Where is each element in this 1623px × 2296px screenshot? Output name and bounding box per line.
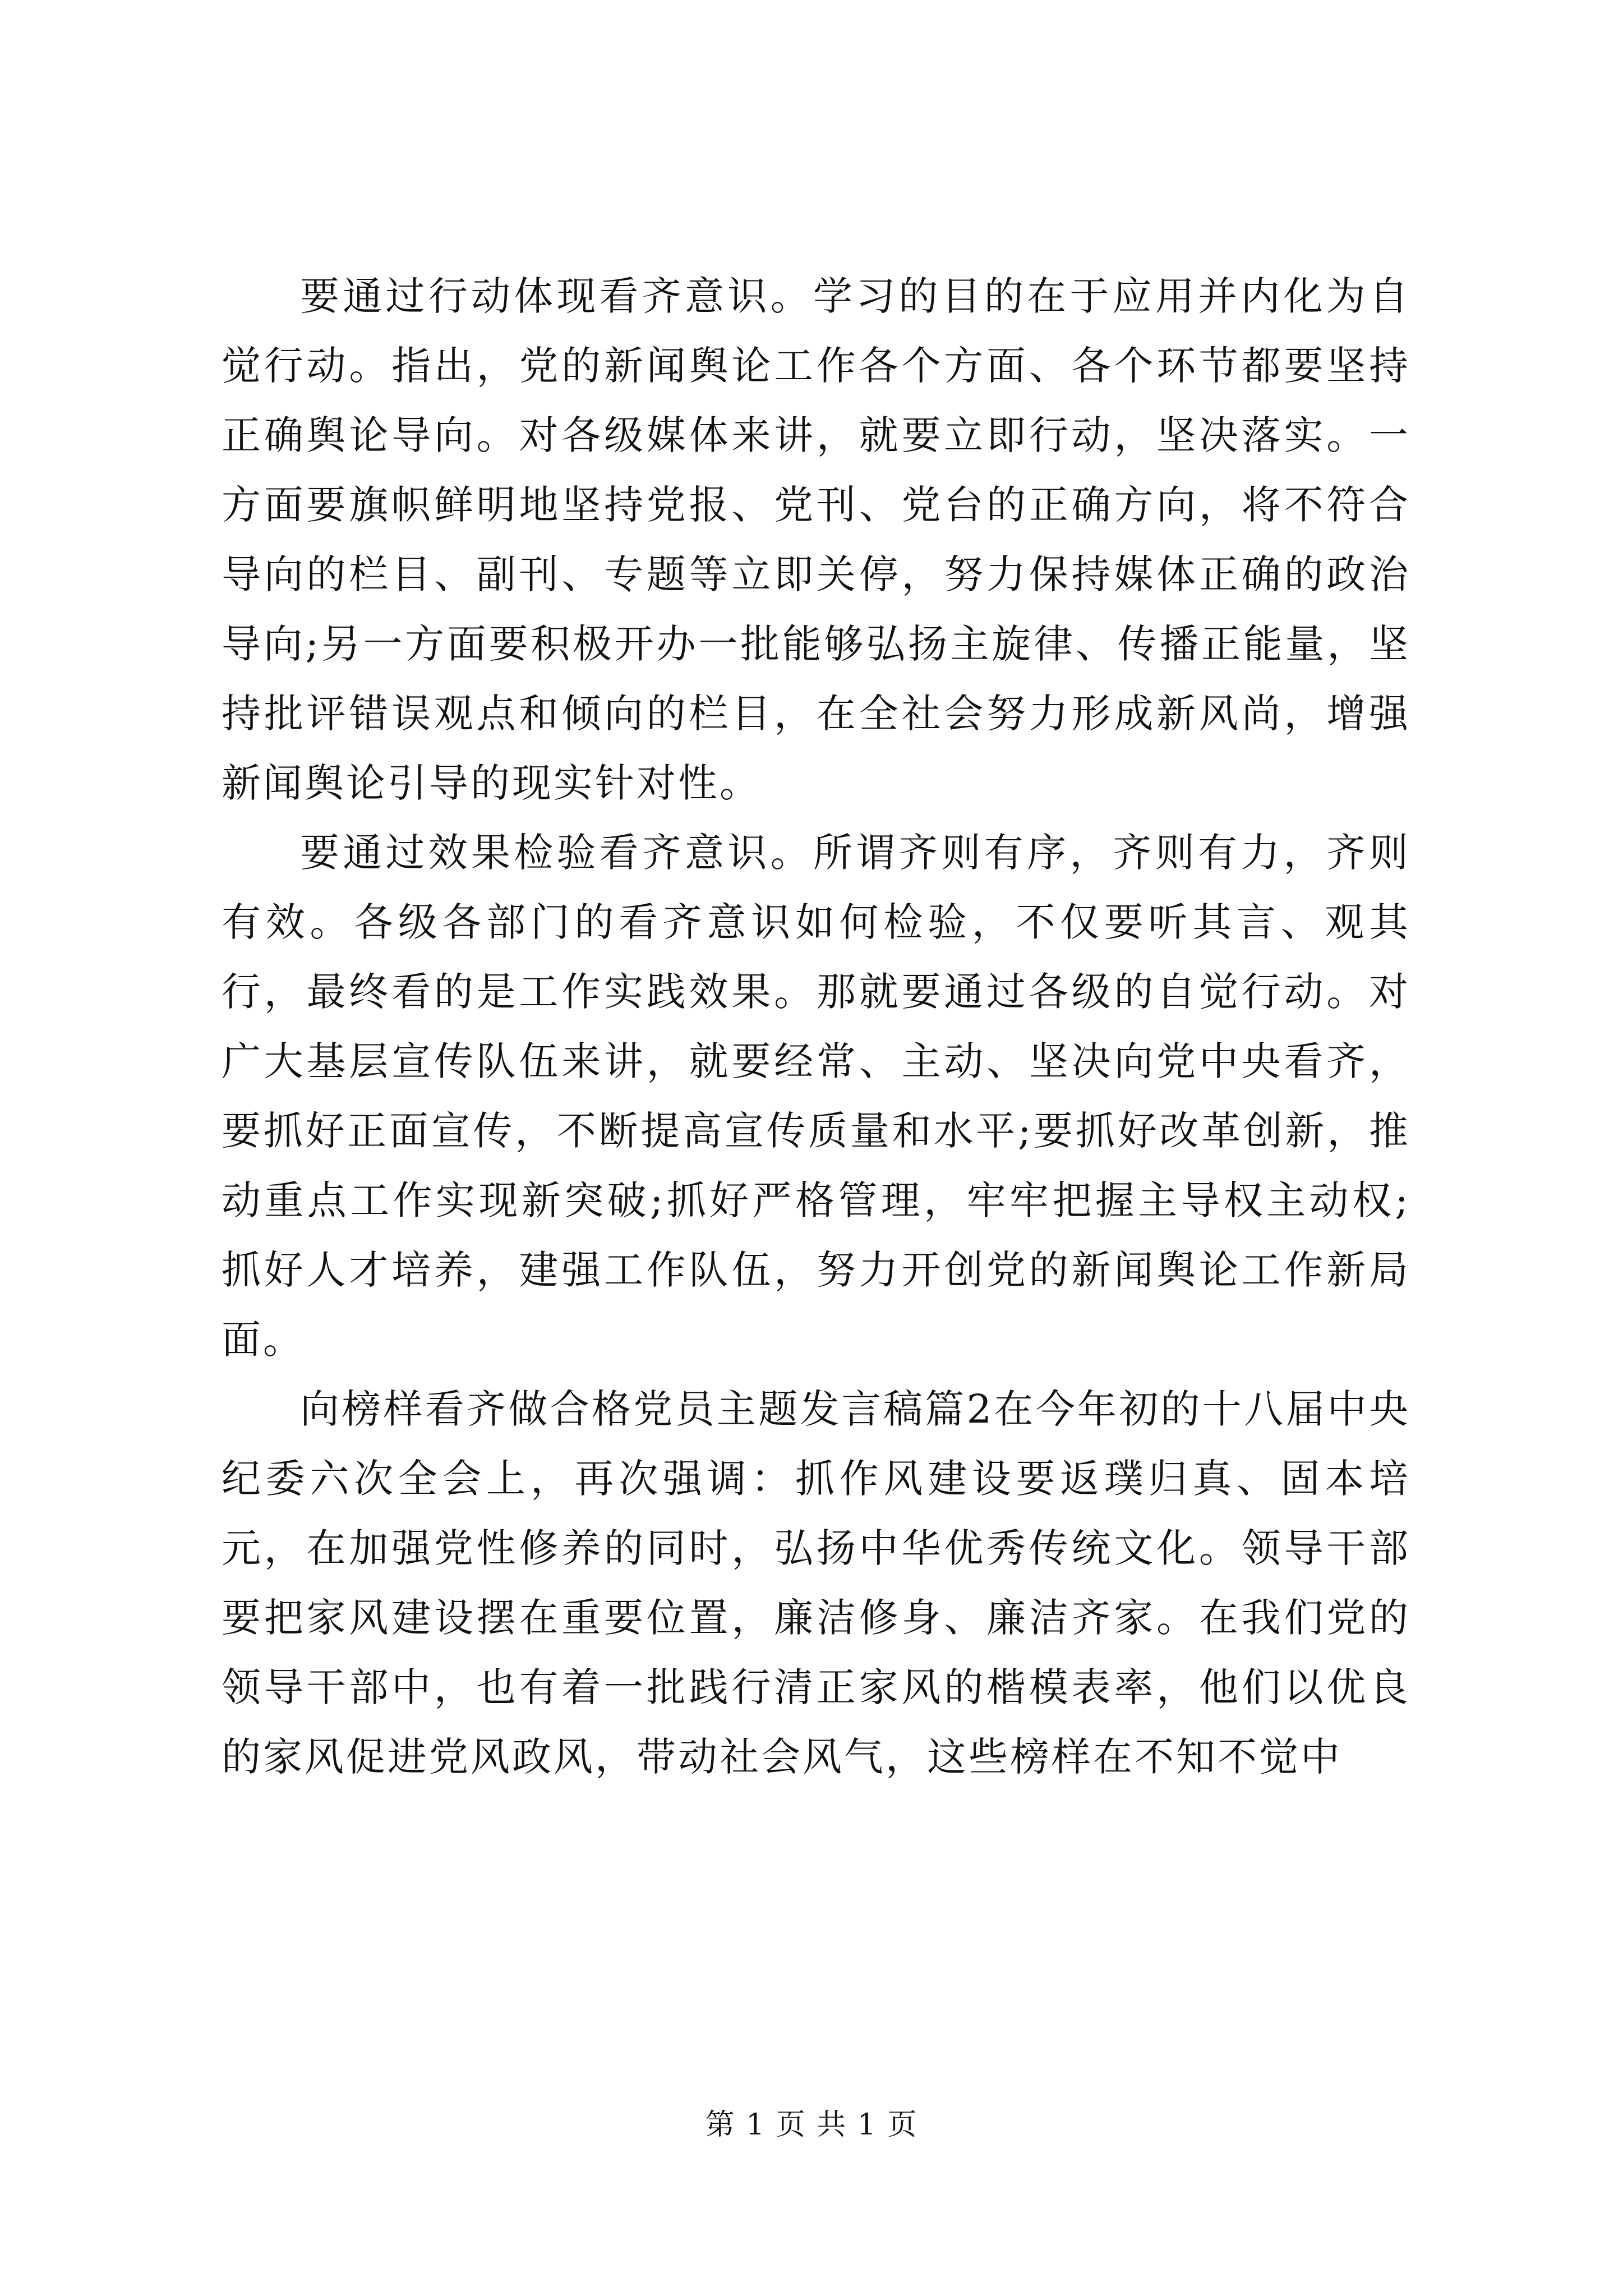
paragraph-2: 要通过效果检验看齐意识。所谓齐则有序，齐则有力，齐则有效。各级各部门的看齐意识如何检验，不仅要听其言、观其行，最终看的是工作实践效果。那就要通过各级的自觉行动。对广大基层宣传队伍来讲，就要经常、主动、坚决向党中央看齐，要抓好正面宣传，不断提高宣传质量和水平;要抓好改革创新，推动重点工作实现新突破;抓好严格管理，牢牢把握主导权主动权;抓好人才培养，建强工作队伍，努力开创党的新闻舆论工作新局面。 xyxy=(222,830,1410,1363)
page-footer: 第 1 页 共 1 页 xyxy=(705,2108,918,2142)
paragraph-1: 要通过行动体现看齐意识。学习的目的在于应用并内化为自觉行动。指出，党的新闻舆论工作各个方面、各个环节都要坚持正确舆论导向。对各级媒体来讲，就要立即行动，坚决落实。一方面要旗帜鲜明地坚持党报、党刊、党台的正确方向，将不符合导向的栏目、副刊、专题等立即关停，努力保持媒体正确的政治导向;另一方面要积极开办一批能够弘扬主旋律、传播正能量，坚持批评错误观点和倾向的栏目，在全社会努力形成新风尚，增强新闻舆论引导的现实针对性。 xyxy=(222,273,1410,806)
paragraph-3: 向榜样看齐做合格党员主题发言稿篇2在今年初的十八届中央纪委六次全会上，再次强调：抓作风建设要返璞归真、固本培元，在加强党性修养的同时，弘扬中华优秀传统文化。领导干部要把家风建设摆在重要位置，廉洁修身、廉洁齐家。在我们党的领导干部中，也有着一批践行清正家风的楷模表率，他们以优良的家风促进党风政风，带动社会风气，这些榜样在不知不觉中 xyxy=(222,1386,1410,1780)
document-body xyxy=(222,261,1410,1792)
